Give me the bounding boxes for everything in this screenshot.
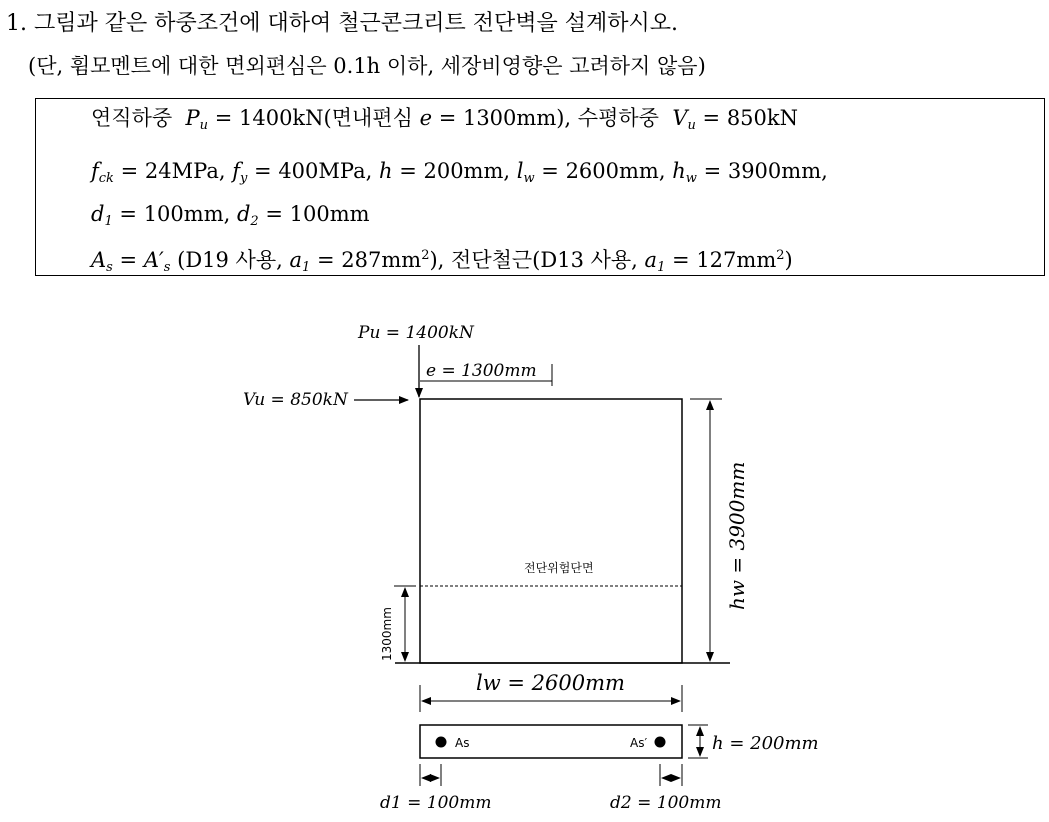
pu-load-label: Pu = 1400kN [358, 323, 474, 343]
pu-value: = 1400kN [214, 106, 324, 130]
vu-symbol: V [672, 106, 688, 130]
e-value: = 1300mm), [438, 106, 572, 130]
vu-load-label: Vu = 850kN [243, 390, 348, 410]
a2-symbol: a [644, 248, 658, 272]
label-vertical-load: 연직하중 [91, 106, 173, 130]
vu-sub: u [687, 118, 696, 133]
lw-value: = 2600mm, [541, 159, 666, 183]
asp-bar [655, 737, 666, 748]
d2-sub: 2 [250, 214, 259, 229]
asp-symbol: A′ [143, 248, 164, 272]
a1-value: = 287mm [317, 248, 422, 272]
label-horizontal-load: 수평하중 [577, 106, 659, 130]
d1-sub: 1 [104, 214, 113, 229]
fy-value: = 400MPa, [254, 159, 373, 183]
hw-symbol: h [672, 159, 686, 183]
h-value: = 200mm, [399, 159, 511, 183]
close-paren-1: ), [429, 248, 445, 272]
d19-text: (D19 사용, [177, 248, 283, 272]
lw-sub: w [523, 171, 535, 186]
dim-1300-label: 1300mm [380, 607, 394, 661]
as-eq: = [119, 248, 138, 272]
fy-sub: y [240, 171, 248, 186]
d1-label: d1 = 100mm [380, 793, 492, 813]
d2-symbol: d [236, 202, 251, 226]
vu-value: = 850kN [702, 106, 799, 130]
as-sub: s [106, 260, 113, 275]
asp-sub: s [163, 260, 171, 275]
fy-symbol: f [232, 159, 240, 183]
problem-note: (단, 휨모멘트에 대한 면외편심은 0.1h 이하, 세장비영향은 고려하지 않음) [28, 54, 706, 78]
as-label: As [455, 736, 470, 750]
hw-sub: w [685, 171, 697, 186]
as-bar [436, 737, 447, 748]
d1-value: = 100mm, [119, 202, 231, 226]
lw-symbol: l [516, 159, 524, 183]
d1-symbol: d [91, 202, 105, 226]
problem-title: 1. 그림과 같은 하중조건에 대하여 철근콘크리트 전단벽을 설계하시오. [6, 11, 678, 36]
fck-sub: ck [98, 171, 114, 186]
h-label: h = 200mm [712, 733, 819, 754]
wall-elevation [420, 399, 682, 663]
lw-label: lw = 2600mm [476, 671, 625, 695]
pu-sub: u [199, 118, 209, 133]
fck-value: = 24MPa, [120, 159, 226, 183]
fck-symbol: f [91, 159, 99, 183]
hw-label: hw = 3900mm [725, 461, 749, 610]
h-symbol: h [378, 159, 393, 183]
a2-value: = 127mm [672, 248, 777, 272]
a1-sub: 1 [302, 260, 311, 275]
as-symbol: A [91, 248, 107, 272]
eccentricity-paren: (면내편심 [323, 106, 420, 130]
a1-symbol: a [289, 248, 303, 272]
e-label: e = 1300mm [426, 361, 537, 381]
asp-label: As′ [630, 736, 648, 750]
a2-sup: 2 [776, 248, 785, 263]
critical-section-label: 전단위험단면 [524, 561, 594, 575]
d2-value: = 100mm [265, 202, 370, 226]
shear-reinforcement-text: 전단철근(D13 사용, [451, 248, 638, 272]
pu-symbol: P [185, 106, 200, 130]
hw-value: = 3900mm, [703, 159, 828, 183]
d2-label: d2 = 100mm [610, 793, 722, 813]
a2-sub: 1 [657, 260, 666, 275]
a1-sup: 2 [421, 248, 430, 263]
e-symbol: e [419, 106, 432, 130]
close-paren-2: ) [784, 248, 793, 272]
